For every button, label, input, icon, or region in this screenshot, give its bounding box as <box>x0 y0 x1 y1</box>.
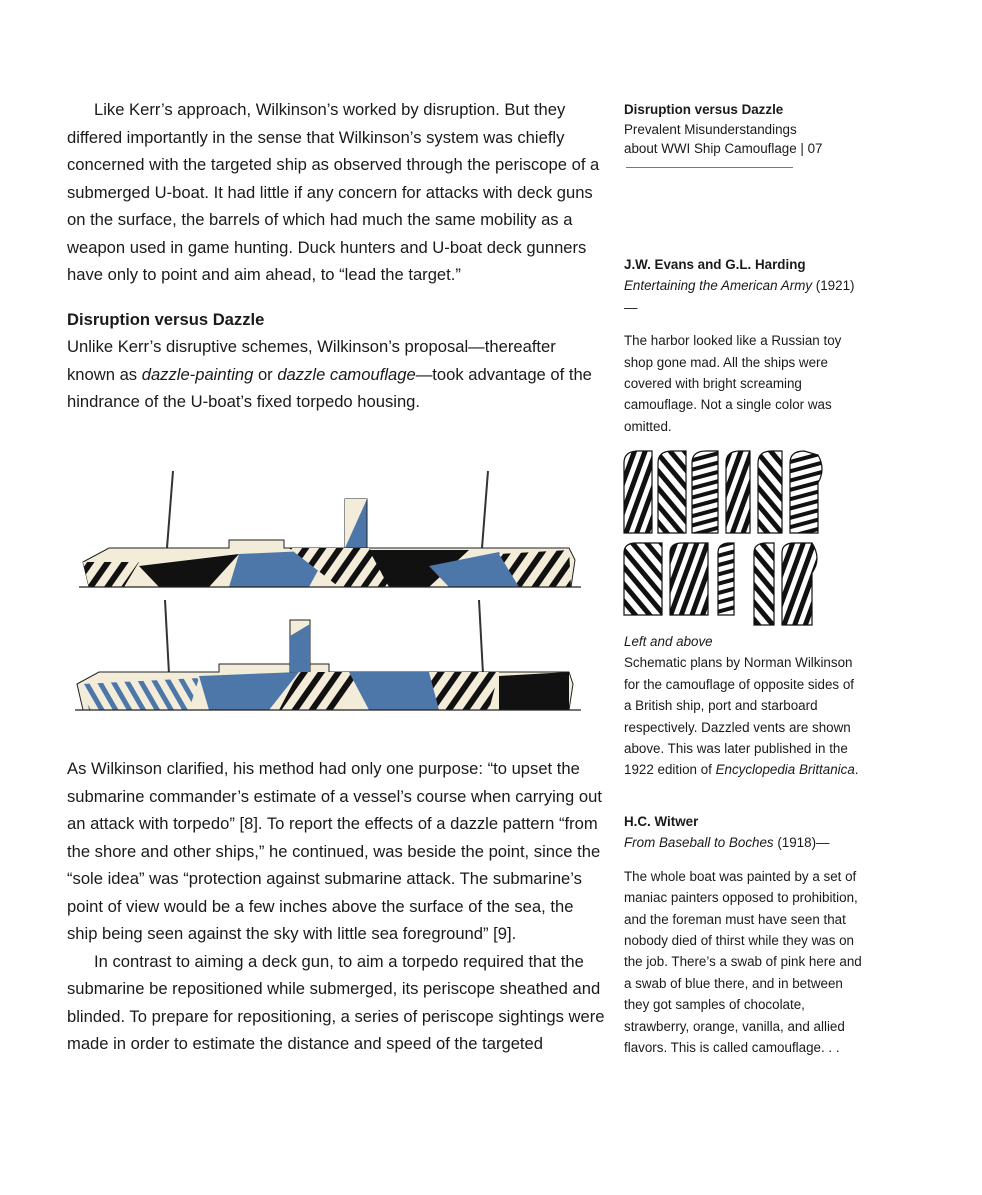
body-paragraph-4: In contrast to aiming a deck gun, to aim a torpedo required that the submarine be repositioned while submerged, its periscope sheathed and blinded. To prepare for repositioning, a series of periscope sightings were made in order to estimate the distance and speed of the targeted <box>67 951 605 1053</box>
figure-caption <box>624 631 864 781</box>
quote-2-source: From Baseball to Boches (1918)— <box>624 835 830 851</box>
dazzled-vents-illustration <box>622 449 830 629</box>
section-heading: Disruption versus Dazzle <box>67 309 265 329</box>
running-head-line-1: Prevalent Misunderstandings <box>624 121 797 137</box>
quote-witwer <box>624 811 864 1058</box>
running-head-line-2: about WWI Ship Camouflage | 07 <box>624 141 823 156</box>
quote-1-authors: J.W. Evans and G.L. Harding <box>624 257 806 272</box>
caption-text: Schematic plans by Norman Wilkinson for the camouflage of opposite sides of a British ship, port and starboard respectively. Dazzled vents are shown above. This was later published in the 1922 edition of Encyclopedia Brittanica. <box>624 655 859 778</box>
body-paragraph-1: Like Kerr’s approach, Wilkinson’s worked by disruption. But they differed importantly in the sense that Wilkinson’s system was chiefly concerned with the targeted ship as observed through the periscope of a submerged U-boat. It had little if any concern for attacks with deck guns on the surface, the barrels of which had much the same mobility as a weapon used in game hunting. Duck hunters and U-boat deck gunners have only to point and aim ahead, to “lead the target.” <box>67 100 600 284</box>
ship-port-side <box>79 471 581 587</box>
quote-1-source: Entertaining the American Army (1921)— <box>624 278 855 315</box>
main-column-lower <box>67 755 607 1058</box>
caption-label: Left and above <box>624 634 713 649</box>
ship-starboard-side <box>75 600 581 710</box>
body-paragraph-3: As Wilkinson clarified, his method had only one purpose: “to upset the submarine commander’s estimate of a vessel’s course when carrying out an attack with torpedo” [8]. To report the effects of a dazzle pattern “from the shore and other ships,” he continued, was beside the point, since the “sole idea” was “protection against submarine attack. The submarine’s point of view would be a few inches above the surface of the sea, the ship being seen against the sky with little sea foreground” [9]. <box>67 759 602 943</box>
dazzle-ship-plans-figure <box>69 466 589 716</box>
main-column <box>67 96 607 416</box>
running-head-rule <box>626 167 793 168</box>
quote-evans-harding <box>624 254 864 437</box>
running-head-title: Disruption versus Dazzle <box>624 102 784 117</box>
quote-2-author: H.C. Witwer <box>624 814 699 829</box>
quote-1-text: The harbor looked like a Russian toy shop gone mad. All the ships were covered with bright screaming camouflage. Not a single color was omitted. <box>624 333 842 434</box>
quote-2-text: The whole boat was painted by a set of maniac painters opposed to prohibition, and the foreman must have seen that nobody died of thirst while they was on the job. There’s a swab of pink here and a swab of blue there, and in between they got samples of chocolate, strawberry, orange, vanilla, and allied flavors. This is called camouflage. . . <box>624 868 862 1056</box>
running-head <box>624 100 864 159</box>
body-paragraph-2: Unlike Kerr’s disruptive schemes, Wilkinson’s proposal—thereafter known as dazzle-painting or dazzle camouflage—took advantage of the hindrance of the U-boat’s fixed torpedo housing. <box>67 337 592 411</box>
